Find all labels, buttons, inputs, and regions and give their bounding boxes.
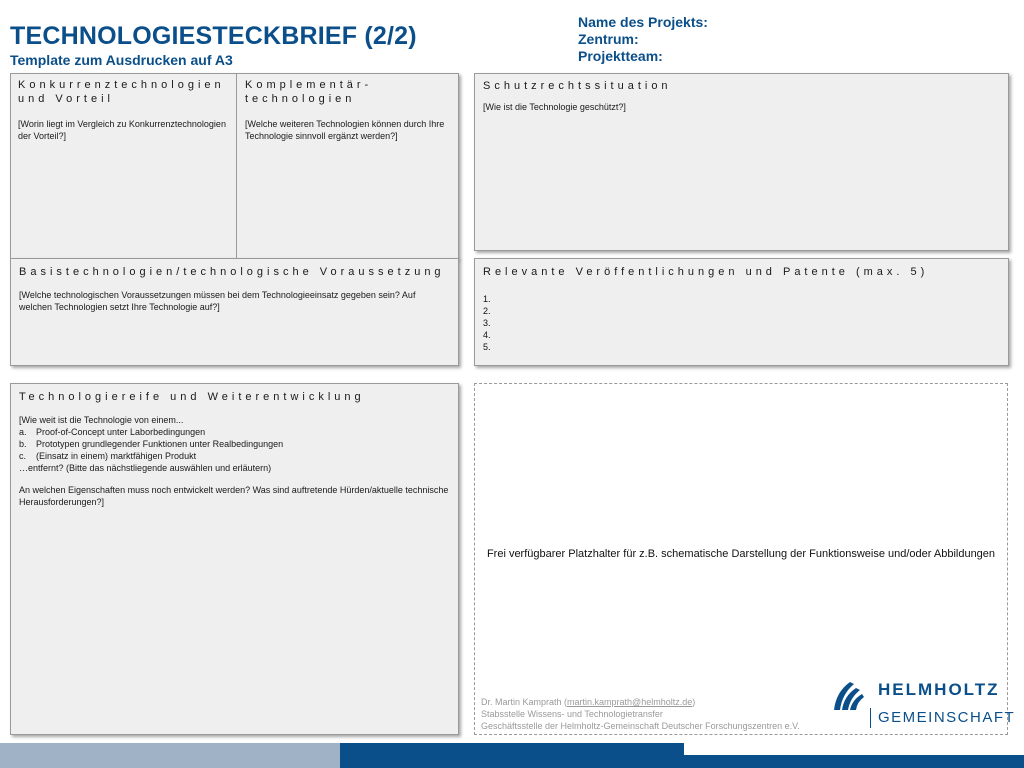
contact-department: Stabsstelle Wissens- und Technologietransfer <box>481 709 663 719</box>
helmholtz-emblem-icon <box>830 678 864 712</box>
placeholder-text: Frei verfügbarer Platzhalter für z.B. schematische Darstellung der Funktionsweise und/oder Abbildungen <box>486 548 996 560</box>
competing-heading: Konkurrenztechnologien und Vorteil <box>18 79 225 105</box>
competing-body: [Worin liegt im Vergleich zu Konkurrenztechnologien der Vorteil?] <box>18 119 226 141</box>
maturity-option: c. (Einsatz in einem) marktfähigen Produkt <box>19 451 197 461</box>
center-label: Zentrum: <box>578 31 639 47</box>
helmholtz-logo <box>830 678 1016 730</box>
page-title: TECHNOLOGIESTECKBRIEF (2/2) <box>10 22 417 50</box>
contact-info <box>481 696 800 732</box>
maturity-intro: [Wie weit ist die Technologie von einem... <box>19 415 184 425</box>
publications-heading: Relevante Veröffentlichungen und Patente (max. 5) <box>483 266 929 278</box>
list-item: 2. <box>483 306 491 316</box>
page-subtitle: Template zum Ausdrucken auf A3 <box>10 52 233 68</box>
list-item: 5. <box>483 342 491 352</box>
maturity-box <box>10 383 459 735</box>
contact-email-link[interactable]: martin.kamprath@helmholtz.de <box>567 697 693 707</box>
logo-word-helmholtz: HELMHOLTZ <box>878 680 1000 699</box>
complementary-section <box>245 78 455 142</box>
logo-divider <box>870 708 871 728</box>
publications-box <box>474 258 1009 366</box>
basis-body: [Welche technologischen Voraussetzungen müssen bei dem Technologieeinsatz gegeben sein? Auf welchen Technologien setzt Ihre Technologie auf?] <box>19 290 416 312</box>
ip-box <box>474 73 1009 251</box>
project-team-label: Projektteam: <box>578 48 663 64</box>
list-item: 3. <box>483 318 491 328</box>
footer-bar-thin <box>684 755 1024 768</box>
publications-list <box>483 293 1000 353</box>
ip-body: [Wie ist die Technologie geschützt?] <box>483 102 626 112</box>
footer-bar-dark <box>340 743 684 768</box>
maturity-outro: …entfernt? (Bitte das nächstliegende auswählen und erläutern) <box>19 463 272 473</box>
competing-section <box>18 78 230 142</box>
maturity-question: An welchen Eigenschaften muss noch entwickelt werden? Was sind auftretende Hürden/aktuelle technische Herausforderungen?] <box>19 485 449 507</box>
list-item: 4. <box>483 330 491 340</box>
complementary-body: [Welche weiteren Technologien können durch Ihre Technologie sinnvoll ergänzt werden?] <box>245 119 445 141</box>
list-item: 1. <box>483 294 491 304</box>
complementary-heading: Komplementär-technologien <box>245 79 373 105</box>
project-info <box>578 14 708 65</box>
contact-organization: Geschäftsstelle der Helmholtz-Gemeinschaft Deutscher Forschungszentren e.V. <box>481 721 800 731</box>
column-divider <box>236 74 237 258</box>
maturity-option: b. Prototypen grundlegender Funktionen unter Realbedingungen <box>19 439 284 449</box>
footer-bar-light <box>0 743 340 768</box>
maturity-body <box>19 414 450 508</box>
ip-heading: Schutzrechtssituation <box>483 80 672 92</box>
maturity-option: a. Proof-of-Concept unter Laborbedingungen <box>19 427 206 437</box>
project-name-label: Name des Projekts: <box>578 14 708 30</box>
contact-name: Dr. Martin Kamprath (martin.kamprath@helmholtz.de) <box>481 697 696 707</box>
basis-box <box>10 258 459 366</box>
logo-word-gemeinschaft: GEMEINSCHAFT <box>878 709 1016 726</box>
basis-heading: Basistechnologien/technologische Voraussetzung <box>19 266 445 278</box>
maturity-heading: Technologiereife und Weiterentwicklung <box>19 391 365 403</box>
